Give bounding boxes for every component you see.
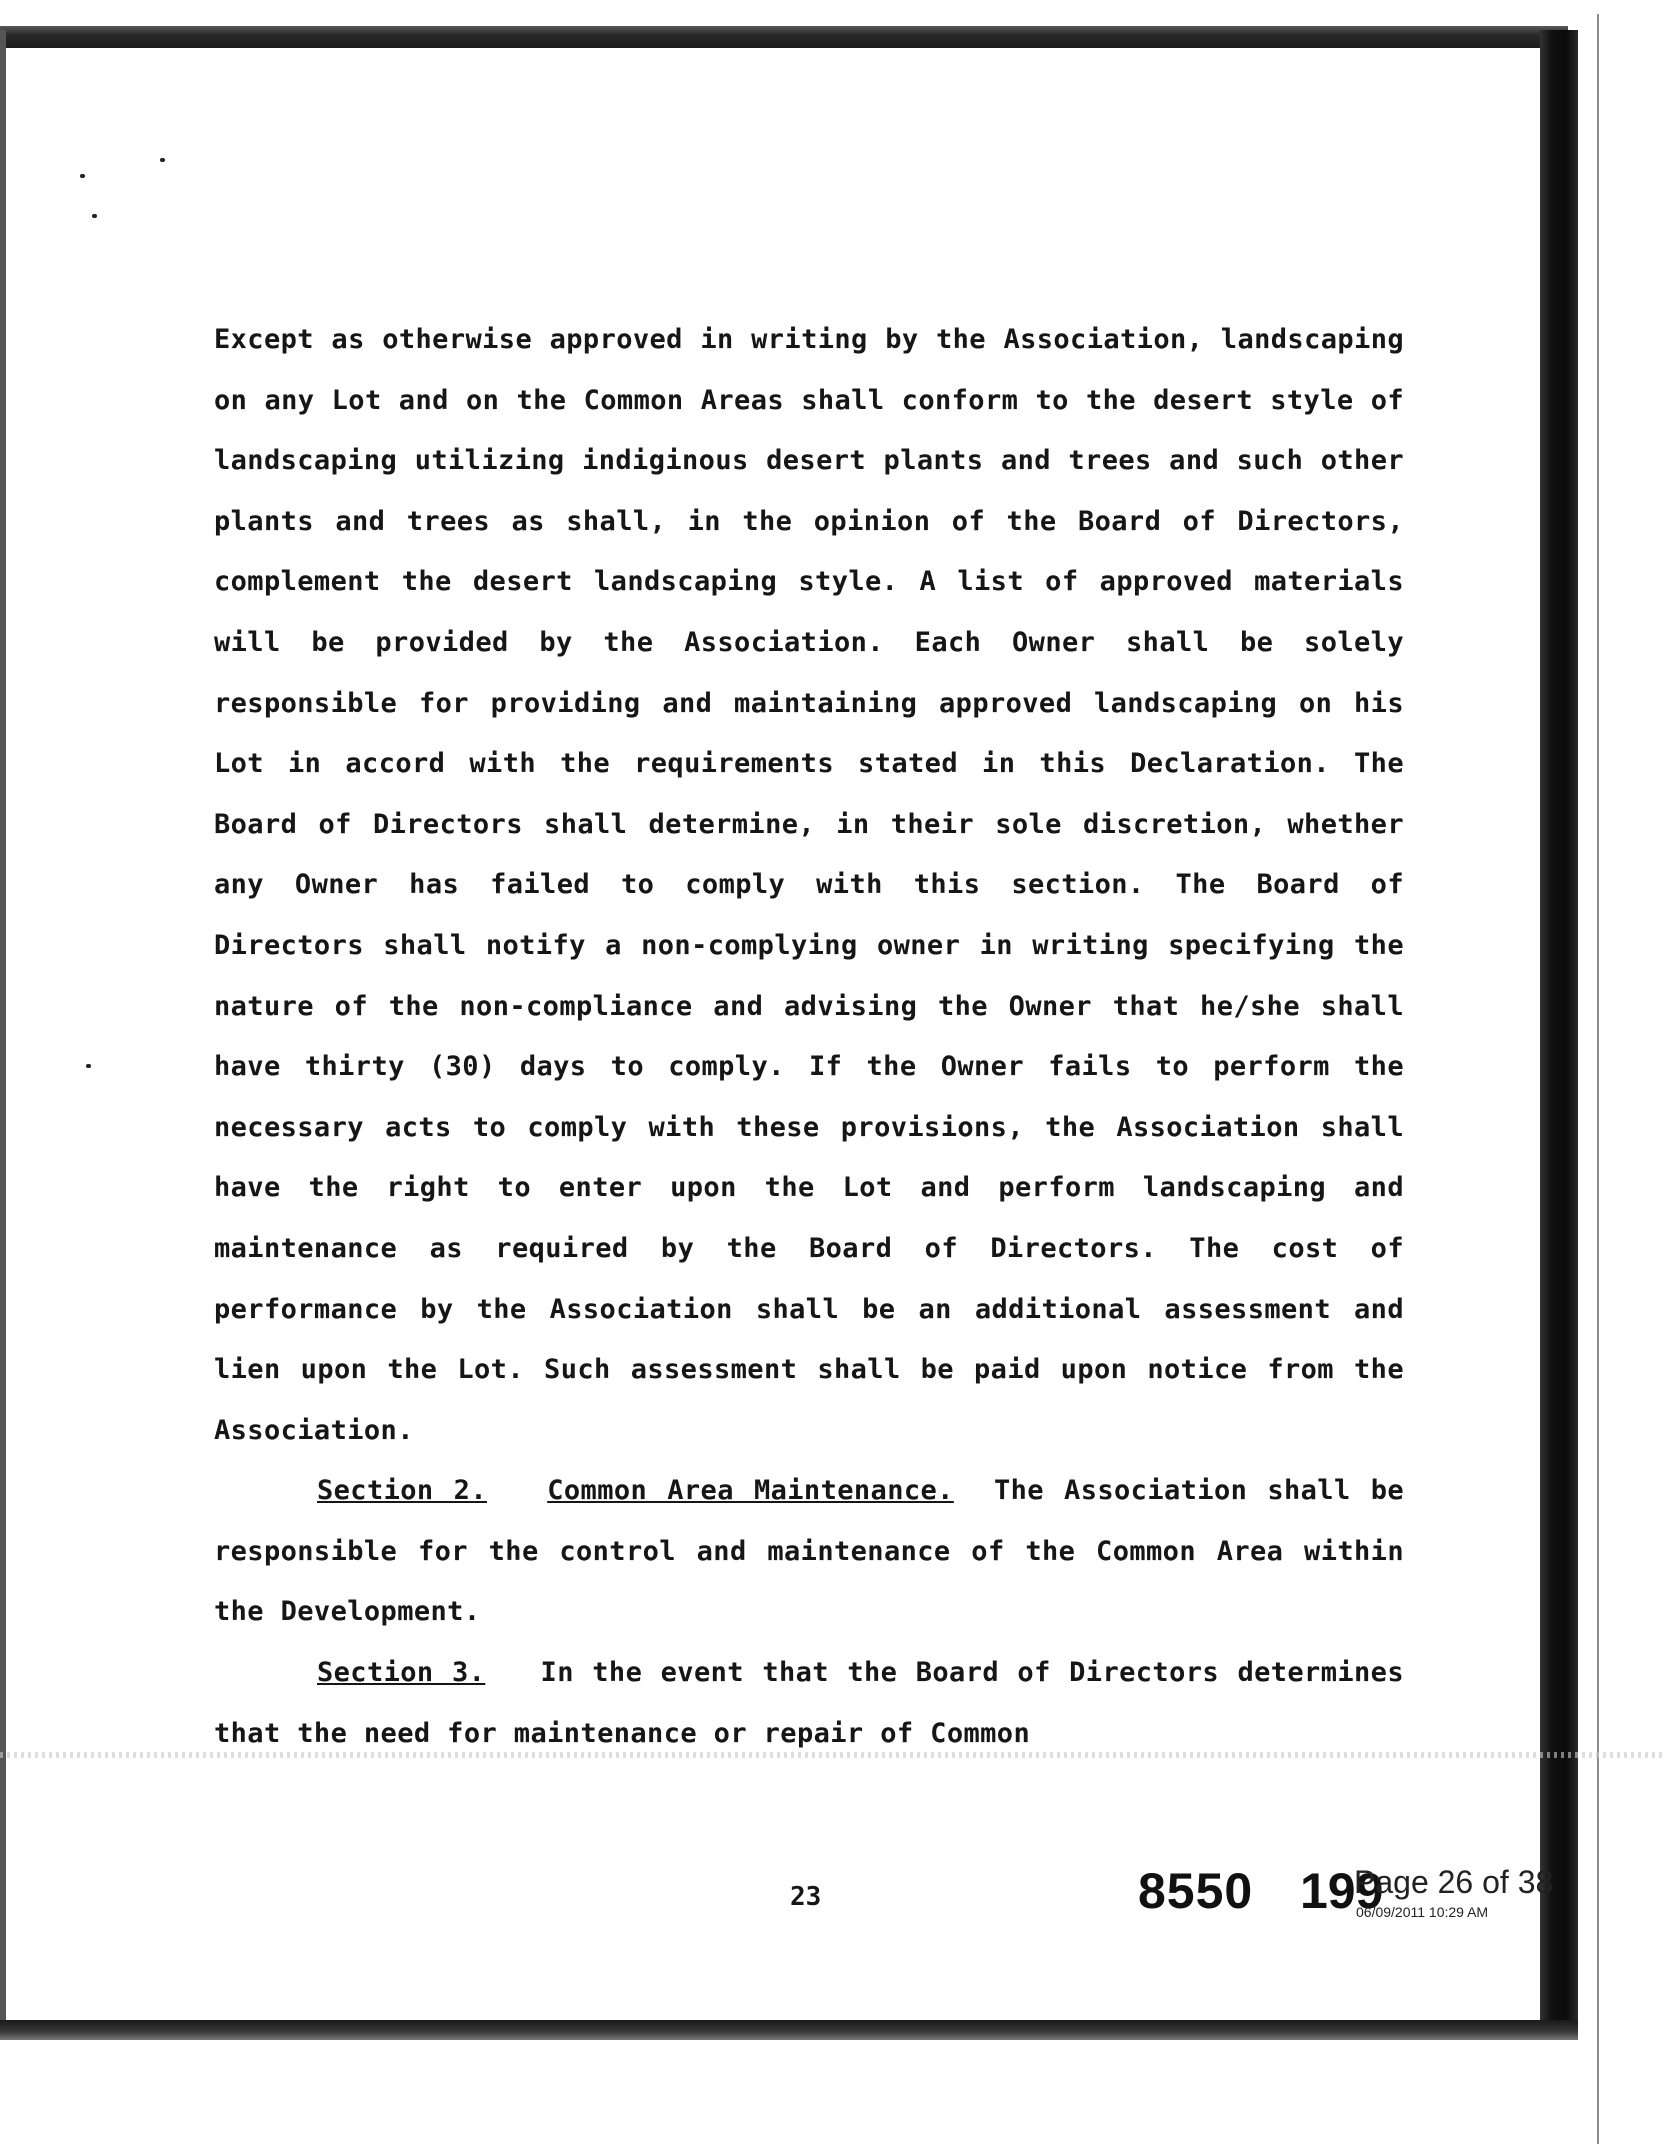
section-3-label: Section 3. [317, 1657, 486, 1689]
section-2-paragraph [214, 1461, 1404, 1643]
scan-speck [80, 174, 85, 178]
scan-speck [92, 214, 97, 218]
scan-speck [86, 1064, 91, 1068]
section-3-paragraph [214, 1643, 1404, 1764]
section-2-text: The Association shall be responsible for the control and maintenance of the Common Area within the Development. [214, 1475, 1405, 1628]
scan-border-bottom [0, 2020, 1578, 2040]
section-3-text: In the event that the Board of Directors determines that the need for maintenance or repair of Common [214, 1657, 1404, 1749]
recording-stamp-number: 8550 [1138, 1863, 1254, 1919]
scan-border-top [0, 26, 1568, 48]
document-body [214, 310, 1404, 1764]
section-2-heading: Common Area Maintenance. [547, 1475, 954, 1507]
page-count-label: Page 26 of 38 [1354, 1864, 1554, 1900]
section-2-label: Section 2. [317, 1475, 487, 1507]
page-number: 23 [790, 1882, 822, 1912]
recording-stamp-year: 199 [1300, 1863, 1384, 1919]
page-edge-line [1597, 14, 1599, 2144]
print-timestamp: 06/09/2011 10:29 AM [1356, 1904, 1489, 1920]
scan-speck [160, 158, 165, 162]
scan-border-right [1540, 30, 1578, 2034]
scan-border-left [0, 30, 6, 2034]
landscaping-paragraph: Except as otherwise approved in writing by the Association, landscaping on any Lot and on the Common Areas shall conform to the desert style of landscaping utilizing indiginous desert plants and trees and such other plants and trees as shall, in the opinion of the Board of Directors, complement the desert landscaping style. A list of approved materials will be provided by the Association. Each Owner shall be solely responsible for providing and maintaining approved landscaping on his Lot in accord with the requirements stated in this Declaration. The Board of Directors shall determine, in their sole discretion, whether any Owner has failed to comply with this section. The Board of Directors shall notify a non-complying owner in writing specifying the nature of the non-compliance and advising the Owner that he/she shall have thirty (30) days to comply. If the Owner fails to perform the necessary acts to comply with these provisions, the Association shall have the right to enter upon the Lot and perform landscaping and maintenance as required by the Board of Directors. The cost of performance by the Association shall be an additional assessment and lien upon the Lot. Such assessment shall be paid upon notice from the Association. [214, 324, 1404, 1446]
